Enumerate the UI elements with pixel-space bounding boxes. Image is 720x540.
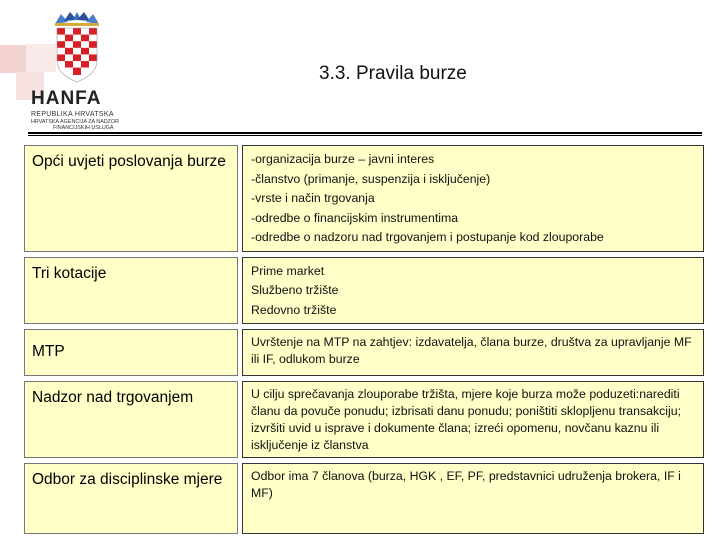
brand-subtitle-line: REPUBLIKA HRVATSKA [31,111,114,118]
brand-subtitle-line: FINANCIJSKIH USLUGA [53,125,114,132]
list-item: Redovno tržište [251,302,337,317]
title-divider [28,135,702,136]
table-row [24,381,704,458]
list-item: Prime market [251,263,325,278]
slide-title: 3.3. Pravila burze [319,63,467,84]
brand-name: HANFA [31,88,102,109]
table-row [24,145,704,252]
row-heading: Nadzor nad trgovanjem [24,381,238,458]
row-content [242,463,704,534]
list-item: -članstvo (primanje, suspenzija i isključenje) [251,171,491,186]
row-content [242,329,704,376]
row-content [242,257,704,325]
row-text: Uvrštenje na MTP na zahtjev: izdavatelja, člana burze, društva za upravljanje MF ili IF, odlukom burze [251,335,692,366]
list-item: -odredbe o nadzoru nad trgovanjem i postupanje kod zlouporabe [251,230,604,244]
decorative-square [0,45,26,73]
row-content [242,145,704,252]
row-content [242,381,704,458]
row-heading: Opći uvjeti poslovanja burze [24,145,238,252]
table-row [24,329,704,376]
list-item: -organizacija burze – javni interes [251,152,435,166]
row-heading: Odbor za disciplinske mjere [24,463,238,534]
brand-subtitle-line: HRVATSKA AGENCIJA ZA NADZOR [31,119,120,125]
rules-table [24,140,704,539]
brand-subtitle [31,111,141,132]
list-item: -vrste i način trgovanja [251,191,375,205]
row-heading: MTP [24,329,238,376]
list-item: Službeno tržište [251,283,339,297]
hanfa-logo [28,12,128,130]
table-row [24,257,704,325]
table-row [24,463,704,534]
title-divider [28,132,702,134]
row-text: U cilju sprečavanja zlouporabe tržišta, mjere koje burza može poduzeti:narediti članu da povuče ponudu; izbrisati danu ponudu; poništiti sklopljenu transakciju; izvršiti uvid u isprave i dokumente člana; izreći opomenu, novčanu kaznu ili isključenje iz članstva [251,387,681,452]
coat-of-arms-icon [53,12,101,86]
row-heading: Tri kotacije [24,257,238,325]
list-item: -odredbe o financijskim instrumentima [251,210,459,225]
row-text: Odbor ima 7 članova (burza, HGK , EF, PF, predstavnici udruženja brokera, IF i MF) [251,469,681,500]
